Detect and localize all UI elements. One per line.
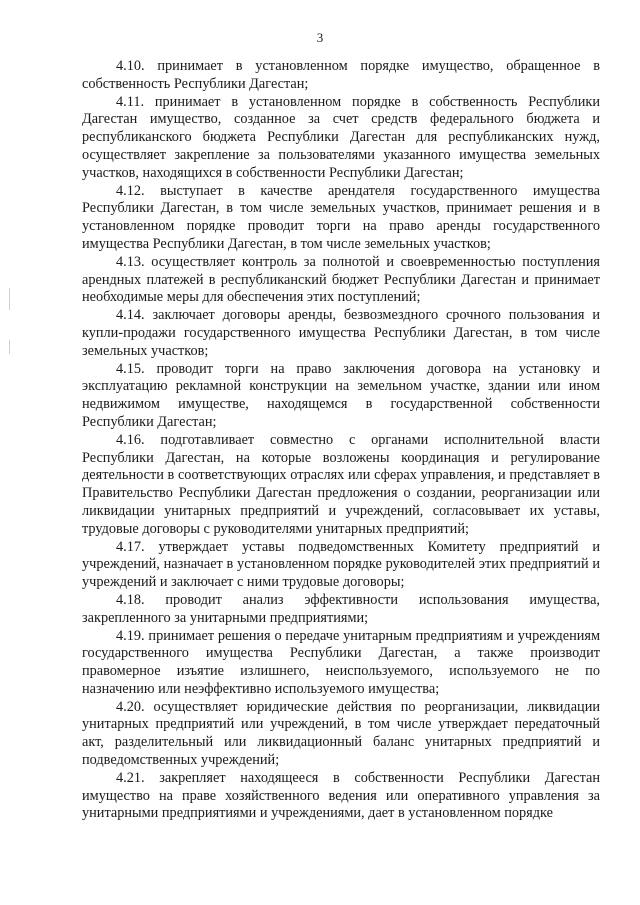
paragraph-4-17: 4.17. утверждает уставы подведомственных Комитету предприятий и учреждений, назначает в установленном порядке руководителей этих предприятий и учреждений и заключает с ними трудовые договоры; — [82, 538, 600, 591]
paragraph-4-13: 4.13. осуществляет контроль за полнотой и своевременностью поступления арендных платежей в республиканский бюджет Республики Дагестан и принимает необходимые меры для обеспечения этих поступлений; — [82, 253, 600, 306]
document-body — [82, 58, 600, 823]
paragraph-4-12: 4.12. выступает в качестве арендателя государственного имущества Республики Дагестан, в том числе земельных участков, принимает решения и в установленном порядке проводит торги на право аренды государственного имущества Республики Дагестан, в том числе земельных участков; — [82, 182, 600, 252]
paragraph-4-14: 4.14. заключает договоры аренды, безвозмездного срочного пользования и купли-продажи государственного имущества Республики Дагестан, в том числе земельных участков; — [82, 307, 600, 359]
paragraph-4-10: 4.10. принимает в установленном порядке имущество, обращенное в собственность Республики Дагестан; — [82, 58, 600, 92]
paragraph-4-18: 4.18. проводит анализ эффективности использования имущества, закрепленного за унитарными предприятиями; — [82, 591, 600, 626]
paragraph-4-15: 4.15. проводит торги на право заключения договора на установку и эксплуатацию рекламной конструкции на земельном участке, здании или ином недвижимом имуществе, находящемся в государственной собственности Республики Дагестан; — [82, 360, 600, 430]
paragraph-4-21: 4.21. закрепляет находящееся в собственности Республики Дагестан имущество на праве хозяйственного ведения или оперативного управления за унитарными предприятиями и учреждениями, дает в установленном порядке — [82, 769, 600, 822]
scan-margin-mark — [9, 288, 10, 310]
paragraph-4-19: 4.19. принимает решения о передаче унитарным предприятиям и учреждениям государственного имущества Республики Дагестан, а также производит правомерное изъятие излишнего, неиспользуемого, используемого не по назначению или неэффективно используемого имущества; — [82, 627, 600, 697]
paragraph-4-11: 4.11. принимает в установленном порядке в собственность Республики Дагестан имущество, созданное за счет средств федерального бюджета и республиканского бюджета Республики Дагестан для республиканских нужд, осуществляет закрепление за пользователями указанного имущества земельных участков, находящихся в собственности Республики Дагестан; — [82, 93, 600, 181]
paragraph-4-16: 4.16. подготавливает совместно с органами исполнительной власти Республики Дагестан, на которые возложены координация и регулирование деятельности в соответствующих отраслях или сферах управления, и представляет в Правительство Республики Дагестан предложения о создании, реорганизации или ликвидации унитарных предприятий и учреждений, согласовывает их уставы, трудовые договоры с руководителями унитарных предприятий; — [82, 431, 600, 537]
scan-margin-mark — [9, 340, 10, 354]
paragraph-4-20: 4.20. осуществляет юридические действия по реорганизации, ликвидации унитарных предприятий или учреждений, в том числе утверждает передаточный акт, разделительный или ликвидационный баланс унитарных предприятий и подведомственных учреждений; — [82, 698, 600, 769]
page-number: 3 — [316, 30, 324, 45]
